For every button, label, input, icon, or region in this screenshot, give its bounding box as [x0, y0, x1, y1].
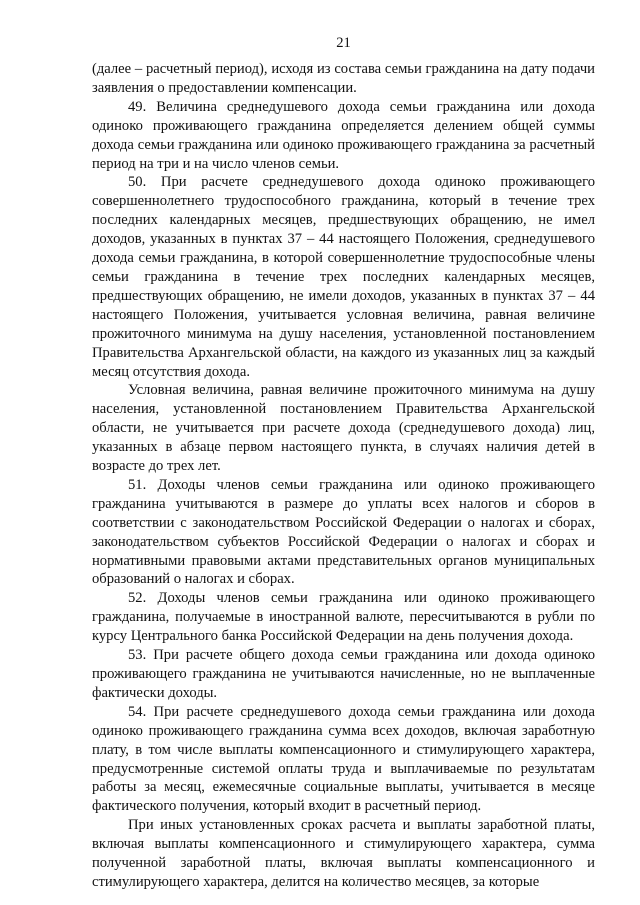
paragraph: 53. При расчете общего дохода семьи гражданина или дохода одиноко проживающего гражданина не учитываются начисленные, но не выплаченные фактически доходы.	[92, 647, 595, 701]
paragraph: 52. Доходы членов семьи гражданина или одиноко проживающего гражданина, получаемые в иностранной валюте, пересчитываются в рубли по курсу Центрального банка Российской Федерации на день получения дохода.	[92, 590, 595, 645]
page-number: 21	[336, 35, 351, 51]
paragraph: 51. Доходы членов семьи гражданина или одиноко проживающего гражданина учитываются в размере до уплаты всех налогов и сборов в соответствии с законодательством Российской Федерации о налогах и сборах, законодательством субъектов Российской Федерации о налогах и сборах и нормативными правовыми актами представительных органов муниципальных образований о налогах и сборах.	[92, 476, 595, 588]
paragraph: (далее – расчетный период), исходя из состава семьи гражданина на дату подачи заявления о предоставлении компенсации.	[92, 61, 595, 96]
document-body	[92, 60, 595, 892]
paragraph: 54. При расчете среднедушевого дохода семьи гражданина или дохода одиноко проживающего гражданина сумма всех доходов, включая заработную плату, в том числе выплаты компенсационного и стимулирующего характера, предусмотренные системой оплаты труда и выплачиваемые по результатам работы за месяц, ежемесячные социальные выплаты, учитывается в месяце фактического получения, который входит в расчетный период.	[92, 703, 595, 815]
document-page	[92, 34, 595, 892]
paragraph: Условная величина, равная величине прожиточного минимума на душу населения, установленной постановлением Правительства Архангельской области, не учитывается при расчете дохода (среднедушевого дохода) лиц, указанных в абзаце первом настоящего пункта, в случаях наличия детей в возрасте до трех лет.	[92, 382, 595, 475]
paragraph: При иных установленных сроках расчета и выплаты заработной платы, включая выплаты компенсационного и стимулирующего характера, сумма полученной заработной платы, включая выплаты компенсационного и стимулирующего характера, делится на количество месяцев, за которые	[92, 817, 595, 890]
paragraph: 50. При расчете среднедушевого дохода одиноко проживающего совершеннолетнего трудоспособного гражданина, который в течение трех последних календарных месяцев, предшествующих обращению, не имел доходов, указанных в пунктах 37 – 44 настоящего Положения, среднедушевого дохода семьи гражданина, в которой совершеннолетние трудоспособные члены семьи гражданина в течение трех последних календарных месяцев, предшествующих обращению, не имели доходов, указанных в пунктах 37 – 44 настоящего Положения, учитывается условная величина, равная величине прожиточного минимума на душу населения, установленной постановлением Правительства Архангельской области, на каждого из указанных лиц за каждый месяц отсутствия дохода.	[92, 174, 595, 380]
paragraph: 49. Величина среднедушевого дохода семьи гражданина или дохода одиноко проживающего гражданина определяется делением общей суммы дохода семьи гражданина или одиноко проживающего гражданина за расчетный период на три и на число членов семьи.	[92, 98, 595, 172]
